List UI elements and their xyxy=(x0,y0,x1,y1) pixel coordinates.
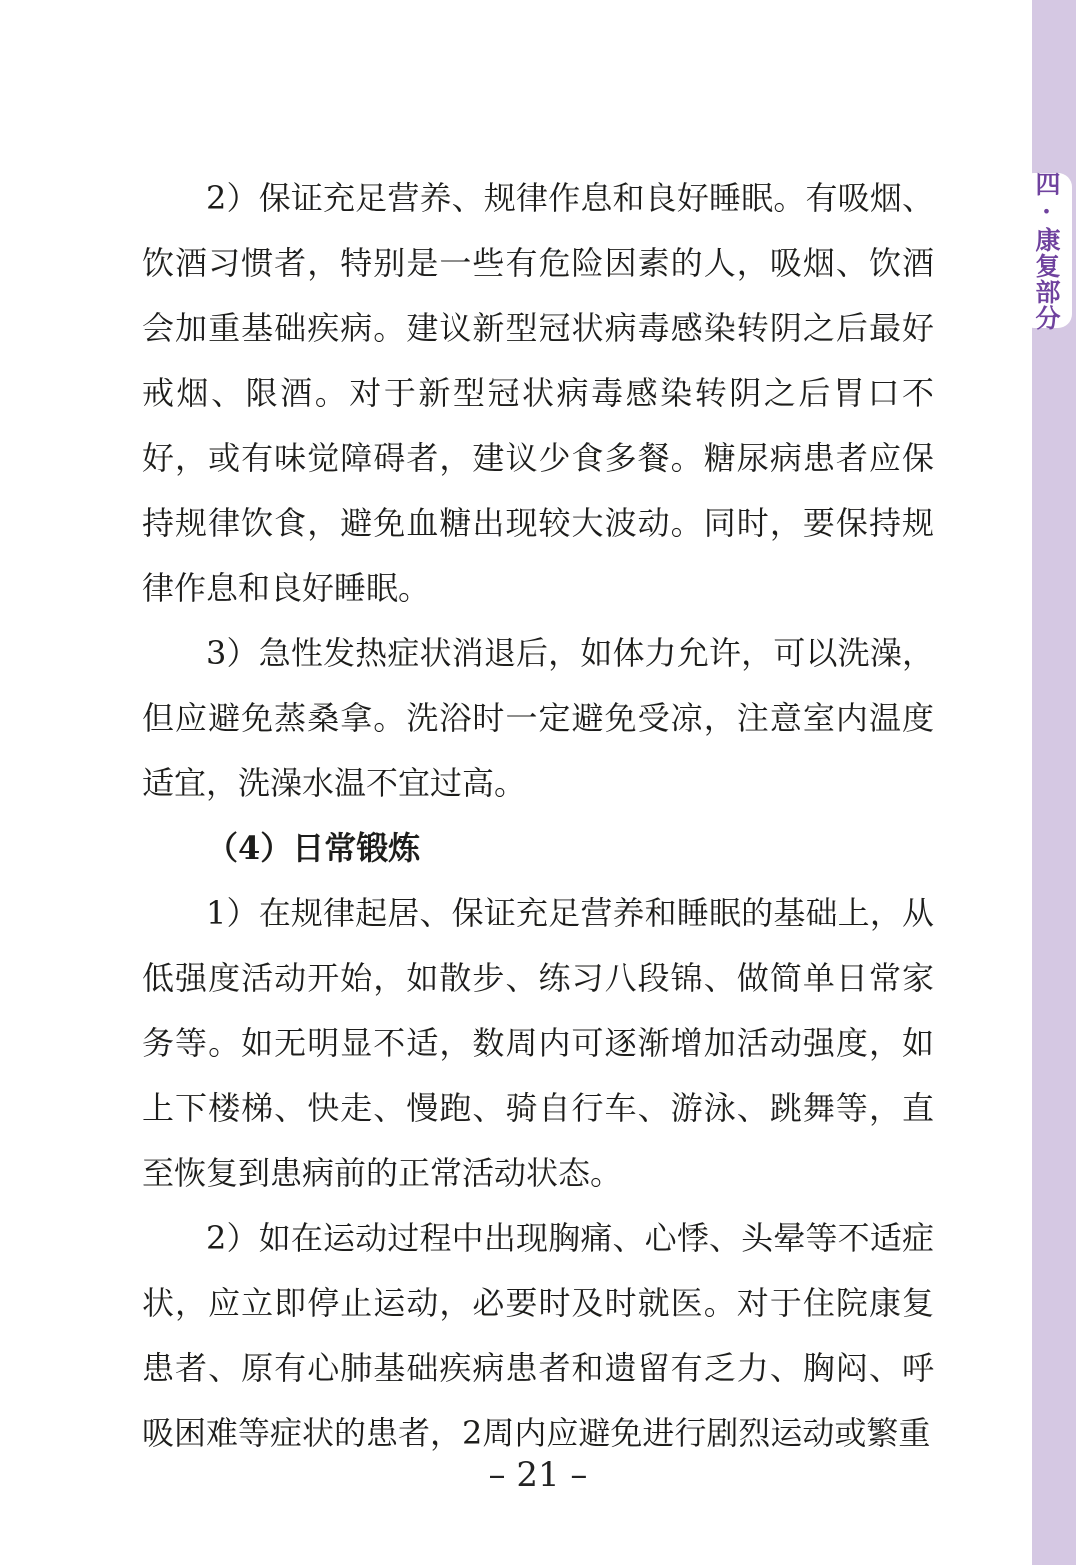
page-number: – 21 – xyxy=(488,1455,588,1495)
text-content xyxy=(142,166,934,1466)
section-heading: （4）日常锻炼 xyxy=(206,829,421,867)
section-sidebar-strip xyxy=(1032,0,1076,1565)
body-paragraph: 1）在规律起居、保证充足营养和睡眠的基础上，从低强度活动开始，如散步、练习八段锦、做简单日常家务等。如无明显不适，数周内可逐渐增加活动强度，如上下楼梯、快走、慢跑、骑自行车、游泳、跳舞等，直至恢复到患病前的正常活动状态。 xyxy=(142,894,934,1192)
body-paragraph: 2）如在运动过程中出现胸痛、心悸、头晕等不适症状，应立即停止运动，必要时及时就医。对于住院康复患者、原有心肺基础疾病患者和遗留有乏力、胸闷、呼吸困难等症状的患者，2周内应避免进行剧烈运动或繁重 xyxy=(142,1219,934,1452)
body-paragraph: 2）保证充足营养、规律作息和良好睡眠。有吸烟、饮酒习惯者，特别是一些有危险因素的人，吸烟、饮酒会加重基础疾病。建议新型冠状病毒感染转阴之后最好戒烟、限酒。对于新型冠状病毒感染转阴之后胃口不好，或有味觉障碍者，建议少食多餐。糖尿病患者应保持规律饮食，避免血糖出现较大波动。同时，要保持规律作息和良好睡眠。 xyxy=(142,179,934,607)
section-tab-label: 四·康复部分 xyxy=(1032,170,1061,331)
body-paragraph: 3）急性发热症状消退后，如体力允许，可以洗澡，但应避免蒸桑拿。洗浴时一定避免受凉，注意室内温度适宜，洗澡水温不宜过高。 xyxy=(142,634,934,802)
section-tab xyxy=(1020,170,1072,331)
